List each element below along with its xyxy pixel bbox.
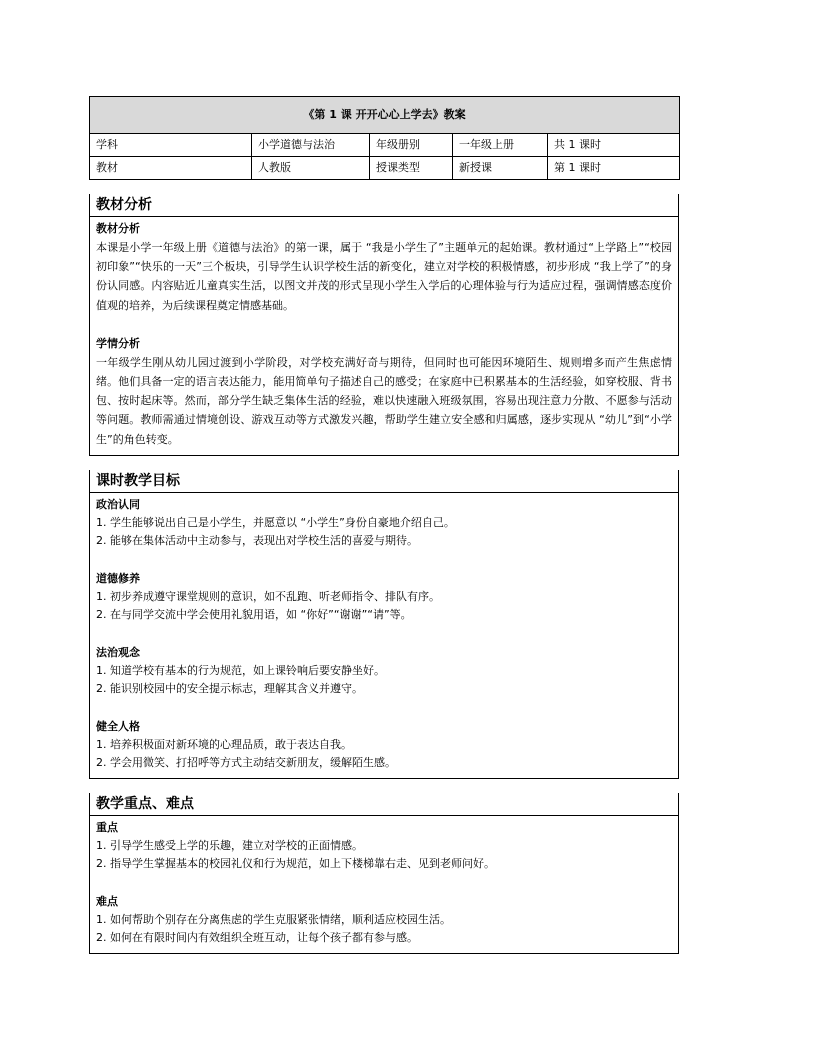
key-item: 2. 指导学生掌握基本的校园礼仪和行为规范，如上下楼梯靠右走、见到老师问好。 <box>96 856 495 870</box>
document-title: 《第 1 课 开开心心上学去》教案 <box>90 97 680 134</box>
header-table <box>89 96 680 180</box>
goal-item: 2. 学会用微笑、打招呼等方式主动结交新朋友，缓解陌生感。 <box>96 755 396 769</box>
value-lesson-number: 第 1 课时 <box>548 157 680 180</box>
key-item: 1. 如何帮助个别存在分离焦虑的学生克服紧张情绪，顺利适应校园生活。 <box>96 912 451 926</box>
section-heading-goals: 课时教学目标 <box>90 470 678 493</box>
subheading-learner-analysis: 学情分析 <box>96 336 140 350</box>
value-textbook: 人教版 <box>252 157 370 180</box>
section-key-points <box>89 793 679 954</box>
goal-item: 1. 培养积极面对新环境的心理品质，敢于表达自我。 <box>96 737 352 751</box>
section-body-key-points <box>90 816 678 953</box>
goal-item: 2. 在与同学交流中学会使用礼貌用语，如 “你好”“谢谢”“请”等。 <box>96 607 412 621</box>
value-total-hours: 共 1 课时 <box>548 134 680 157</box>
goal-item: 1. 知道学校有基本的行为规范，如上课铃响后要安静坐好。 <box>96 663 385 677</box>
label-grade: 年级册别 <box>370 134 453 157</box>
label-subject: 学科 <box>90 134 252 157</box>
value-subject: 小学道德与法治 <box>252 134 370 157</box>
key-item: 2. 如何在有限时间内有效组织全班互动，让每个孩子都有参与感。 <box>96 930 418 944</box>
label-textbook: 教材 <box>90 157 252 180</box>
title-row <box>90 97 680 134</box>
section-heading-analysis: 教材分析 <box>90 194 678 217</box>
key-group-title: 重点 <box>96 820 118 834</box>
goal-item: 1. 学生能够说出自己是小学生，并愿意以 “小学生”身份自豪地介绍自己。 <box>96 515 455 529</box>
section-body-goals <box>90 493 678 778</box>
goal-group-title: 政治认同 <box>96 497 140 511</box>
section-goals <box>89 470 679 779</box>
section-heading-key-points: 教学重点、难点 <box>90 793 678 816</box>
lesson-plan-document <box>89 96 679 954</box>
goal-item: 1. 初步养成遵守课堂规则的意识，如不乱跑、听老师指令、排队有序。 <box>96 589 440 603</box>
value-lesson-type: 新授课 <box>453 157 548 180</box>
goal-item: 2. 能识别校园中的安全提示标志，理解其含义并遵守。 <box>96 681 363 695</box>
goal-group-title: 道德修养 <box>96 571 140 585</box>
key-group-title: 难点 <box>96 894 118 908</box>
label-lesson-type: 授课类型 <box>370 157 453 180</box>
section-body-analysis <box>90 217 678 455</box>
goal-item: 2. 能够在集体活动中主动参与，表现出对学校生活的喜爱与期待。 <box>96 533 418 547</box>
value-grade: 一年级上册 <box>453 134 548 157</box>
paragraph-textbook-analysis: 本课是小学一年级上册《道德与法治》的第一课，属于 “我是小学生了”主题单元的起始课。教材通过“上学路上”“校园初印象”“快乐的一天”三个板块，引导学生认识学校生活的新变化，建立对学校的积极情感，初步形成 “我上学了”的身份认同感。内容贴近儿童真实生活，以图文并茂的形式呈现小学生入学后的心理体验与行为适应过程，强调情感态度价值观的培养，为后续课程奠定情感基础。 <box>96 241 672 312</box>
section-analysis <box>89 194 679 456</box>
subheading-textbook-analysis: 教材分析 <box>96 222 140 235</box>
meta-row-textbook <box>90 157 680 180</box>
goal-group-title: 法治观念 <box>96 645 140 659</box>
goal-group-title: 健全人格 <box>96 719 140 733</box>
key-item: 1. 引导学生感受上学的乐趣，建立对学校的正面情感。 <box>96 838 363 852</box>
meta-row-subject <box>90 134 680 157</box>
paragraph-learner-analysis: 一年级学生刚从幼儿园过渡到小学阶段，对学校充满好奇与期待，但同时也可能因环境陌生、规则增多而产生焦虑情绪。他们具备一定的语言表达能力，能用简单句子描述自己的感受；在家庭中已积累基本的生活经验，如穿校服、背书包、按时起床等。然而，部分学生缺乏集体生活的经验，难以快速融入班级氛围，容易出现注意力分散、不愿参与活动等问题。教师需通过情境创设、游戏互动等方式激发兴趣，帮助学生建立安全感和归属感，逐步实现从 “幼儿”到“小学生”的角色转变。 <box>96 355 672 446</box>
